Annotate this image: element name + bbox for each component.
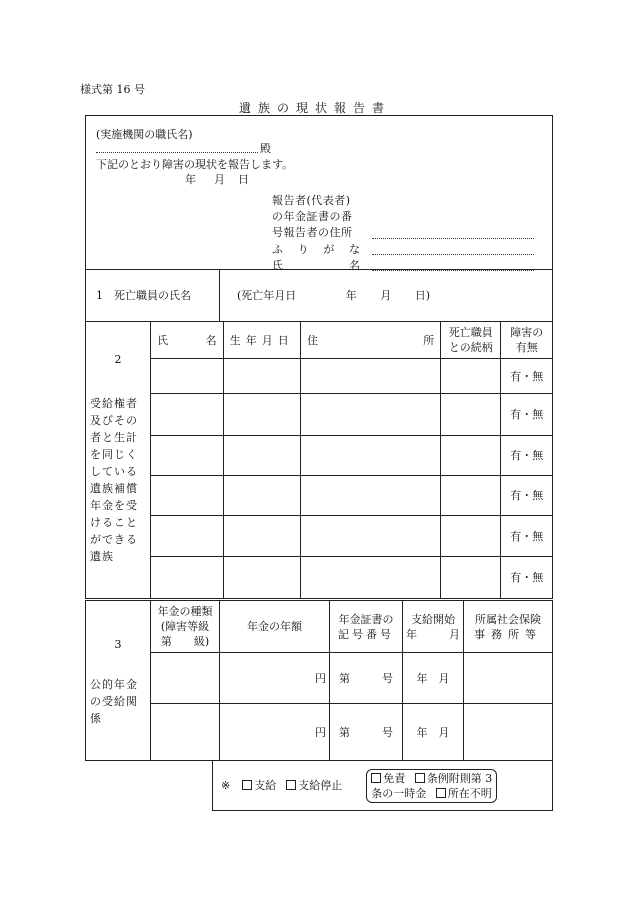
section3-description: 公的年金の受給関係 (90, 678, 138, 725)
relation-cell[interactable] (441, 436, 501, 476)
name-cell[interactable] (151, 394, 224, 436)
section2-label (86, 322, 151, 599)
start-date-cell[interactable]: 年 月 (403, 704, 464, 761)
suspension-checkbox[interactable]: 支給停止 (286, 778, 342, 793)
birth-cell[interactable] (223, 436, 300, 476)
date-day-label: 日 (238, 173, 249, 186)
section2-description: 受給権者及びその者と生計を同じくしている遺族補償年金を受けることができる遺族 (90, 397, 138, 563)
footer-table (212, 760, 553, 811)
reporter-address-field[interactable] (372, 228, 534, 239)
birth-cell[interactable] (223, 557, 300, 599)
statement: 下記のとおり障害の現状を報告します。 (96, 158, 294, 171)
header-insurance-office: 所属社会保険 事務所等 (464, 601, 553, 653)
header-pension-amount: 年金の年額 (220, 601, 330, 653)
honorific: 殿 (260, 142, 271, 155)
payment-checkbox[interactable]: 支給 (242, 778, 276, 793)
header-payment-start: 支給開始 年 月 (403, 601, 464, 653)
pension-type-cell[interactable] (151, 704, 220, 761)
name-cell[interactable] (151, 359, 224, 394)
relation-cell[interactable] (441, 476, 501, 516)
certificate-cell[interactable]: 第 号 (330, 704, 403, 761)
address-cell[interactable] (301, 359, 441, 394)
name-cell[interactable] (151, 557, 224, 599)
name-cell[interactable] (151, 476, 224, 516)
name-cell[interactable] (151, 516, 224, 557)
address-cell[interactable] (301, 516, 441, 557)
checkbox-icon (436, 788, 446, 798)
table-row (86, 704, 553, 761)
deceased-name-label: 1 死亡職員の氏名 (86, 270, 220, 322)
org-name-field[interactable] (96, 140, 258, 153)
disability-cell[interactable]: 有・無 (501, 359, 553, 394)
header-pension-type: 年金の種類 (障害等級 第 級) (151, 601, 220, 653)
table-row (86, 359, 553, 394)
office-cell[interactable] (464, 704, 553, 761)
start-date-cell[interactable]: 年 月 (403, 653, 464, 704)
unknown-checkbox[interactable]: 所在不明 (436, 787, 492, 800)
header-relation: 死亡職員 との続柄 (441, 322, 501, 359)
reporter-label: 報告者(代表者) の年金証書の番 号報告者の住所 (272, 194, 353, 239)
section3-table (85, 600, 553, 761)
pension-amount-cell[interactable]: 円 (220, 704, 330, 761)
header-disability: 障害の 有無 (501, 322, 553, 359)
pension-amount-cell[interactable]: 円 (220, 653, 330, 704)
date-year-label: 年 (185, 173, 196, 186)
form-number: 様式第 16 号 (80, 83, 145, 96)
relation-cell[interactable] (441, 557, 501, 599)
name-cell[interactable] (151, 436, 224, 476)
checkbox-icon (242, 780, 252, 790)
disability-cell[interactable]: 有・無 (501, 436, 553, 476)
additional-options: 免責 条例附則第 3 条の一時金 所在不明 (366, 769, 497, 803)
header-certificate: 年金証書の 記号番号 (330, 601, 403, 653)
note-mark: ※ (221, 779, 231, 792)
birth-cell[interactable] (223, 359, 300, 394)
relation-cell[interactable] (441, 359, 501, 394)
pension-type-cell[interactable] (151, 653, 220, 704)
date-month-label: 月 (214, 173, 225, 186)
table-row (86, 557, 553, 599)
certificate-cell[interactable]: 第 号 (330, 653, 403, 704)
exemption-checkbox[interactable]: 免責 (371, 772, 405, 785)
birth-cell[interactable] (223, 516, 300, 557)
disability-cell[interactable]: 有・無 (501, 557, 553, 599)
address-cell[interactable] (301, 557, 441, 599)
header-address: 住 所 (301, 322, 441, 359)
supplementary-checkbox[interactable]: 条例附則第 3 (415, 772, 493, 785)
table-row (86, 516, 553, 557)
section2-number: 2 (114, 353, 122, 366)
section3-label (86, 601, 151, 761)
section1-table (85, 269, 553, 322)
birth-cell[interactable] (223, 476, 300, 516)
relation-cell[interactable] (441, 516, 501, 557)
table-row (86, 476, 553, 516)
checkbox-icon (371, 773, 381, 783)
deceased-info-field[interactable]: (死亡年月日 年 月 日) (220, 270, 553, 322)
header-birth: 生年月日 (223, 322, 300, 359)
birth-cell[interactable] (223, 394, 300, 436)
official-use-box (213, 761, 553, 811)
disability-cell[interactable]: 有・無 (501, 394, 553, 436)
relation-cell[interactable] (441, 394, 501, 436)
address-cell[interactable] (301, 394, 441, 436)
table-row (86, 436, 553, 476)
checkbox-icon (286, 780, 296, 790)
org-label: (実施機関の職氏名) (96, 128, 193, 141)
furigana-field[interactable] (372, 244, 534, 255)
address-cell[interactable] (301, 436, 441, 476)
table-row (86, 653, 553, 704)
header-name: 氏 名 (151, 322, 224, 359)
checkbox-icon (415, 773, 425, 783)
page-title: 遺族の現状報告書 (238, 101, 391, 115)
section3-number: 3 (114, 638, 122, 651)
furigana-label: ふ り が な (272, 243, 360, 256)
table-row (86, 394, 553, 436)
section2-table (85, 321, 553, 599)
disability-cell[interactable]: 有・無 (501, 516, 553, 557)
office-cell[interactable] (464, 653, 553, 704)
name-label: 氏 名 (272, 259, 360, 272)
disability-cell[interactable]: 有・無 (501, 476, 553, 516)
address-cell[interactable] (301, 476, 441, 516)
